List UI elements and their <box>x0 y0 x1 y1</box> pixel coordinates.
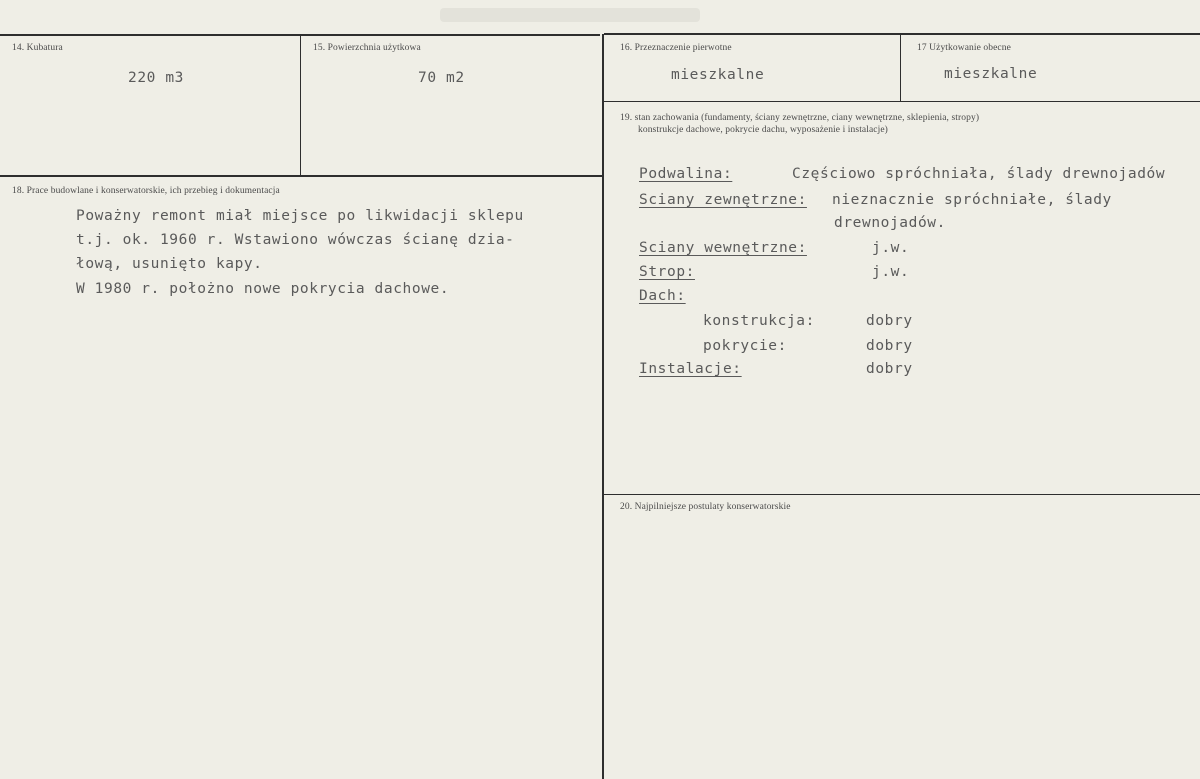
field-19-label-line1: 19. stan zachowania (fundamenty, ściany zewnętrzne, ciany wewnętrzne, sklepienia, stropy) <box>620 113 980 123</box>
condition-term-sciany-zewnetrzne: Sciany zewnętrzne: <box>639 192 807 208</box>
top-rule-right <box>604 33 1200 35</box>
condition-desc-podwalina: Częściowo spróchniała, ślady drewnojadów <box>792 166 1166 182</box>
condition-term-podwalina: Podwalina: <box>639 166 733 182</box>
center-divider <box>602 34 604 779</box>
condition-desc-konstrukcja: dobry <box>866 313 913 329</box>
field-15-value: 70 m2 <box>418 70 465 86</box>
field-16-label: 16. Przeznaczenie pierwotne <box>620 43 732 53</box>
field-14-label: 14. Kubatura <box>12 43 63 53</box>
condition-term-konstrukcja: konstrukcja: <box>703 313 815 329</box>
rule-above-20 <box>604 494 1200 495</box>
field-17-value: mieszkalne <box>944 66 1038 82</box>
condition-desc-instalacje: dobry <box>866 361 913 377</box>
divider-16-17 <box>900 35 901 101</box>
field-16-value: mieszkalne <box>671 67 765 83</box>
field-18-label: 18. Prace budowlane i konserwatorskie, ich przebieg i dokumentacja <box>12 186 280 196</box>
divider-14-15 <box>300 35 301 175</box>
ghost-text-top <box>440 8 700 22</box>
condition-term-sciany-wewnetrzne: Sciany wewnętrzne: <box>639 240 807 256</box>
condition-desc-sciany-zewnetrzne: nieznacznie spróchniałe, ślady <box>832 192 1112 208</box>
condition-desc-sciany-zewnetrzne-cont: drewnojadów. <box>834 215 946 231</box>
field-15-label: 15. Powierzchnia użytkowa <box>313 43 421 53</box>
works-line-1: Poważny remont miał miejsce po likwidacji sklepu <box>76 208 524 224</box>
field-17-label: 17 Użytkowanie obecne <box>917 43 1011 53</box>
rule-above-19 <box>604 101 1200 102</box>
condition-term-strop: Strop: <box>639 264 695 280</box>
works-line-4: W 1980 r. położno nowe pokrycia dachowe. <box>76 281 450 297</box>
field-19-label-line2: konstrukcje dachowe, pokrycie dachu, wyposażenie i instalacje) <box>638 125 888 135</box>
condition-term-instalacje: Instalacje: <box>639 361 742 377</box>
condition-desc-strop: j.w. <box>872 264 910 280</box>
field-14-value: 220 m3 <box>128 70 184 86</box>
works-line-2: t.j. ok. 1960 r. Wstawiono wówczas ścianę dzia- <box>76 232 515 248</box>
condition-term-dach: Dach: <box>639 288 686 304</box>
condition-term-pokrycie: pokrycie: <box>703 338 787 354</box>
rule-above-18 <box>0 175 602 177</box>
field-20-label: 20. Najpilniejsze postulaty konserwatorskie <box>620 502 791 512</box>
works-line-3: łową, usunięto kapy. <box>76 256 263 272</box>
condition-desc-pokrycie: dobry <box>866 338 913 354</box>
condition-desc-sciany-wewnetrzne: j.w. <box>872 240 910 256</box>
